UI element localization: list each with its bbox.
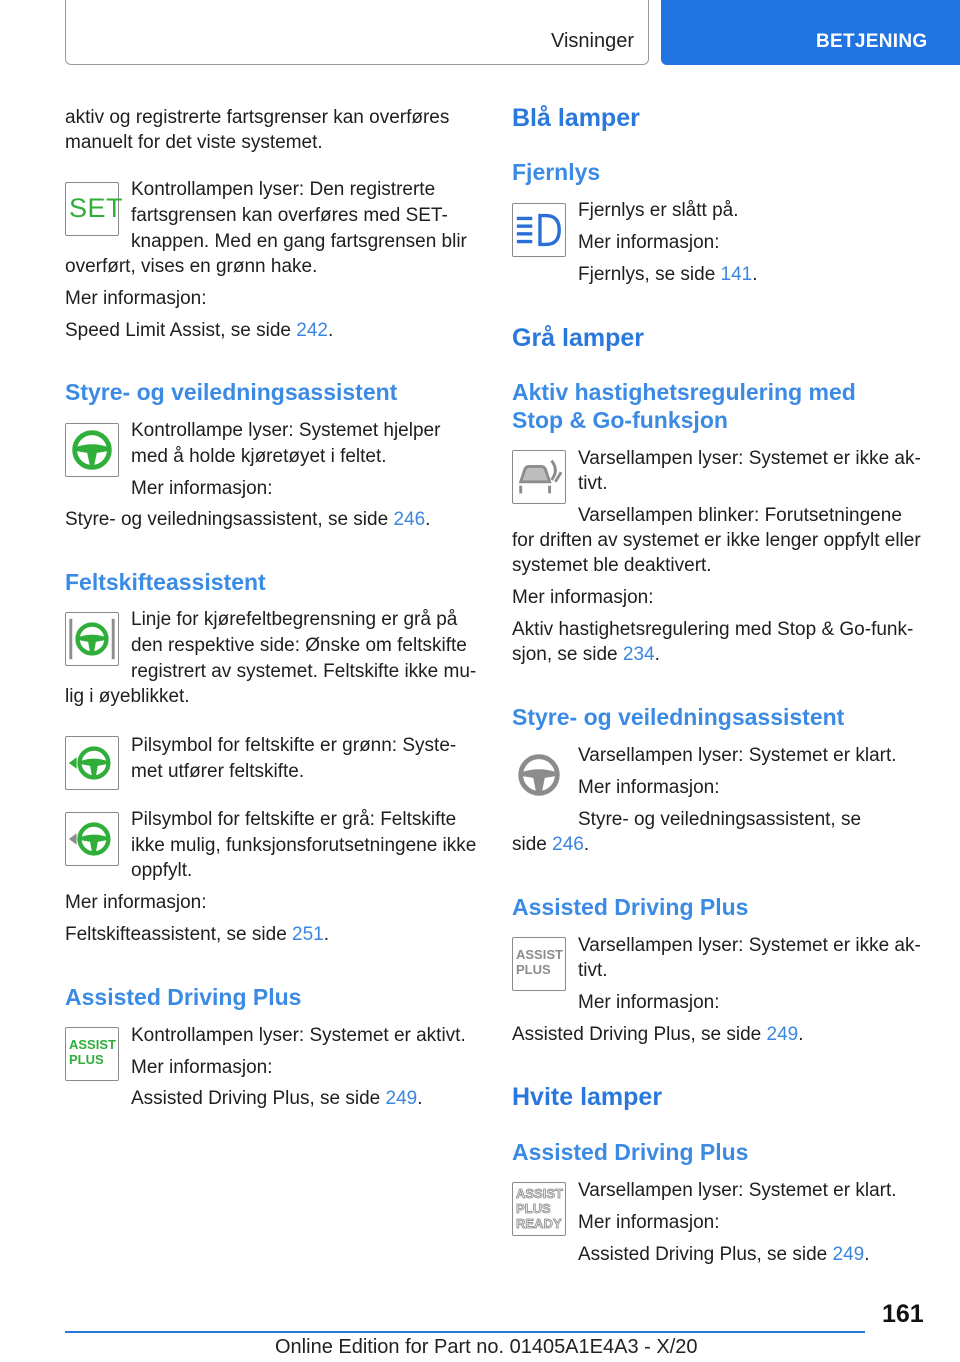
footer-edition: Online Edition for Part no. 01405A1E4A3 - X/20 (275, 1336, 698, 1358)
grey-adp-line-1: Varsellampen lyser: Systemet er ikke ak- (578, 935, 921, 956)
acc-heading-line-1: Aktiv hastighetsregulering med (512, 379, 856, 405)
acc-ref-text: sjon, se side (512, 644, 623, 665)
acc-heading-line-2: Stop & Go-funksjon (512, 407, 728, 433)
blue-lamps-heading: Blå lamper (512, 104, 640, 132)
lane-heading: Feltskifteassistent (65, 569, 266, 595)
high-beam-icon (512, 203, 566, 257)
set-line-3: knappen. Med en gang fartsgrensen blir (131, 231, 467, 252)
lane-more-info: Mer informasjon: (65, 892, 207, 913)
set-reference (65, 318, 333, 343)
grey-adp-icon-line-2: PLUS (516, 962, 551, 977)
acc-grey-icon (512, 450, 566, 504)
white-adp-reference (578, 1242, 869, 1267)
adp-page-link[interactable]: 249 (385, 1088, 418, 1109)
assist-plus-ready-icon (512, 1182, 566, 1236)
header-section-label: Visninger (550, 30, 634, 52)
grey-adp-ref-text: Assisted Driving Plus, se side (512, 1024, 767, 1045)
white-adp-ref-text: Assisted Driving Plus, se side (578, 1244, 833, 1265)
adp-heading: Assisted Driving Plus (65, 984, 302, 1010)
white-adp-icon-line-2: PLUS (516, 1201, 551, 1216)
steer-line-1: Kontrollampe lyser: Systemet hjelper (131, 420, 441, 441)
set-icon-text: SET (69, 193, 124, 223)
adp-reference (131, 1086, 422, 1111)
adp-ref-text: Assisted Driving Plus, se side (131, 1088, 386, 1109)
adp-more-info: Mer informasjon: (131, 1057, 273, 1078)
grey-adp-ref-dot: . (798, 1024, 804, 1045)
lane-wheel-lines-icon (65, 612, 119, 666)
lane-a-line-4: lig i øyeblikket. (65, 686, 190, 707)
lane-c-line-2: ikke mulig, funksjonsforutsetningene ikke (131, 835, 477, 856)
set-line-4: overført, vises en grønn hake. (65, 256, 318, 277)
header-chapter-label: BETJENING (816, 31, 928, 52)
intro-line-2: manuelt for det viste systemet. (65, 132, 323, 153)
grey-adp-reference (512, 1022, 803, 1047)
steer-reference (65, 507, 430, 532)
lane-ref-dot: . (323, 924, 330, 945)
grey-steer-heading: Styre- og veiledningsassistent (512, 704, 845, 730)
white-adp-more-info: Mer informasjon: (578, 1212, 720, 1233)
lane-ref-text: Feltskifteassistent, se side (65, 924, 293, 945)
highbeam-ref-text: Fjernlys, se side (578, 264, 721, 285)
set-line-1: Kontrollampen lyser: Den registrerte (131, 179, 436, 200)
steering-wheel-grey-icon (512, 748, 566, 802)
highbeam-line-1: Fjernlys er slått på. (578, 200, 739, 221)
highbeam-page-link[interactable]: 141 (720, 264, 753, 285)
intro-line-1: aktiv og registrerte fartsgrenser kan overføres (65, 107, 450, 128)
acc-page-link[interactable]: 234 (622, 644, 655, 665)
header-chapter-tab (661, 0, 960, 65)
grey-adp-page-link[interactable]: 249 (766, 1024, 799, 1045)
acc-line-5: systemet ble deaktivert. (512, 555, 712, 576)
acc-line-4: for driften av systemet er ikke lenger oppfylt eller (512, 530, 921, 551)
grey-steer-page-link[interactable]: 246 (552, 834, 584, 855)
steering-wheel-green-icon (65, 423, 119, 477)
lane-a-line-2: den respektive side: Ønske om feltskifte (131, 635, 467, 656)
grey-steer-ref-text: side (512, 834, 553, 855)
white-adp-ref-dot: . (864, 1244, 870, 1265)
steer-more-info: Mer informasjon: (131, 478, 273, 499)
assist-plus-grey-icon (512, 937, 566, 991)
steer-page-link[interactable]: 246 (393, 509, 426, 530)
adp-ref-dot: . (417, 1088, 423, 1109)
highbeam-reference (578, 262, 758, 287)
header-section-tab (65, 0, 649, 65)
lane-a-line-1: Linje for kjørefeltbegrensning er grå på (131, 609, 458, 630)
lane-reference (65, 922, 329, 947)
acc-line-1: Varsellampen lyser: Systemet er ikke ak- (578, 448, 921, 469)
set-line-2: fartsgrensen kan overføres med SET- (131, 205, 448, 226)
white-lamps-heading: Hvite lamper (512, 1083, 663, 1111)
lane-change-green-arrow-icon (65, 736, 119, 790)
acc-reference-line-1: Aktiv hastighetsregulering med Stop & Go-funk- (512, 619, 914, 640)
steer-heading: Styre- og veiledningsassistent (65, 379, 398, 405)
acc-line-2: tivt. (578, 473, 608, 494)
white-adp-icon-line-1: ASSIST (516, 1186, 563, 1201)
grey-adp-heading: Assisted Driving Plus (512, 894, 749, 920)
set-page-link[interactable]: 242 (296, 320, 328, 341)
highbeam-ref-dot: . (752, 264, 758, 285)
acc-more-info: Mer informasjon: (512, 587, 654, 608)
set-ref-text: Speed Limit Assist, se side (65, 320, 297, 341)
acc-ref-dot: . (654, 644, 660, 665)
steer-ref-dot: . (425, 509, 431, 530)
lane-b-line-2: met utfører feltskifte. (131, 761, 305, 782)
steer-line-2: med å holde kjøretøyet i feltet. (131, 446, 387, 467)
lane-a-line-3: registrert av systemet. Feltskifte ikke mu- (131, 661, 477, 682)
white-adp-page-link[interactable]: 249 (832, 1244, 865, 1265)
grey-steer-reference-line-1: Styre- og veiledningsassistent, se (578, 809, 862, 830)
page-number: 161 (882, 1300, 924, 1328)
steer-ref-text: Styre- og veiledningsassistent, se side (65, 509, 394, 530)
grey-steer-more-info: Mer informasjon: (578, 777, 720, 798)
lane-c-line-3: oppfylt. (131, 860, 193, 881)
acc-line-3: Varsellampen blinker: Forutsetningene (578, 505, 902, 526)
adp-icon-line-1: ASSIST (69, 1037, 116, 1052)
grey-lamps-heading: Grå lamper (512, 324, 645, 352)
lane-page-link[interactable]: 251 (292, 924, 324, 945)
white-adp-line-1: Varsellampen lyser: Systemet er klart. (578, 1180, 897, 1201)
highbeam-heading: Fjernlys (512, 159, 601, 185)
lane-c-line-1: Pilsymbol for feltskifte er grå: Feltskifte (131, 809, 457, 830)
highbeam-more-info: Mer informasjon: (578, 232, 720, 253)
adp-icon-line-2: PLUS (69, 1052, 104, 1067)
grey-adp-line-2: tivt. (578, 960, 608, 981)
white-adp-icon-line-3: READY (516, 1216, 562, 1231)
set-icon (65, 182, 124, 236)
white-adp-heading: Assisted Driving Plus (512, 1139, 749, 1165)
grey-adp-more-info: Mer informasjon: (578, 992, 720, 1013)
set-more-info: Mer informasjon: (65, 288, 207, 309)
lane-change-grey-arrow-icon (65, 812, 119, 866)
lane-b-line-1: Pilsymbol for feltskifte er grønn: Syste- (131, 735, 457, 756)
assist-plus-green-icon (65, 1027, 119, 1081)
adp-line-1: Kontrollampen lyser: Systemet er aktivt. (131, 1025, 466, 1046)
footer-divider (65, 1331, 865, 1333)
grey-steer-line-1: Varsellampen lyser: Systemet er klart. (578, 745, 897, 766)
grey-steer-reference-line-2 (512, 832, 589, 857)
acc-reference-line-2 (512, 642, 660, 667)
grey-adp-icon-line-1: ASSIST (516, 947, 563, 962)
set-ref-dot: . (327, 320, 334, 341)
grey-steer-ref-dot: . (583, 834, 590, 855)
